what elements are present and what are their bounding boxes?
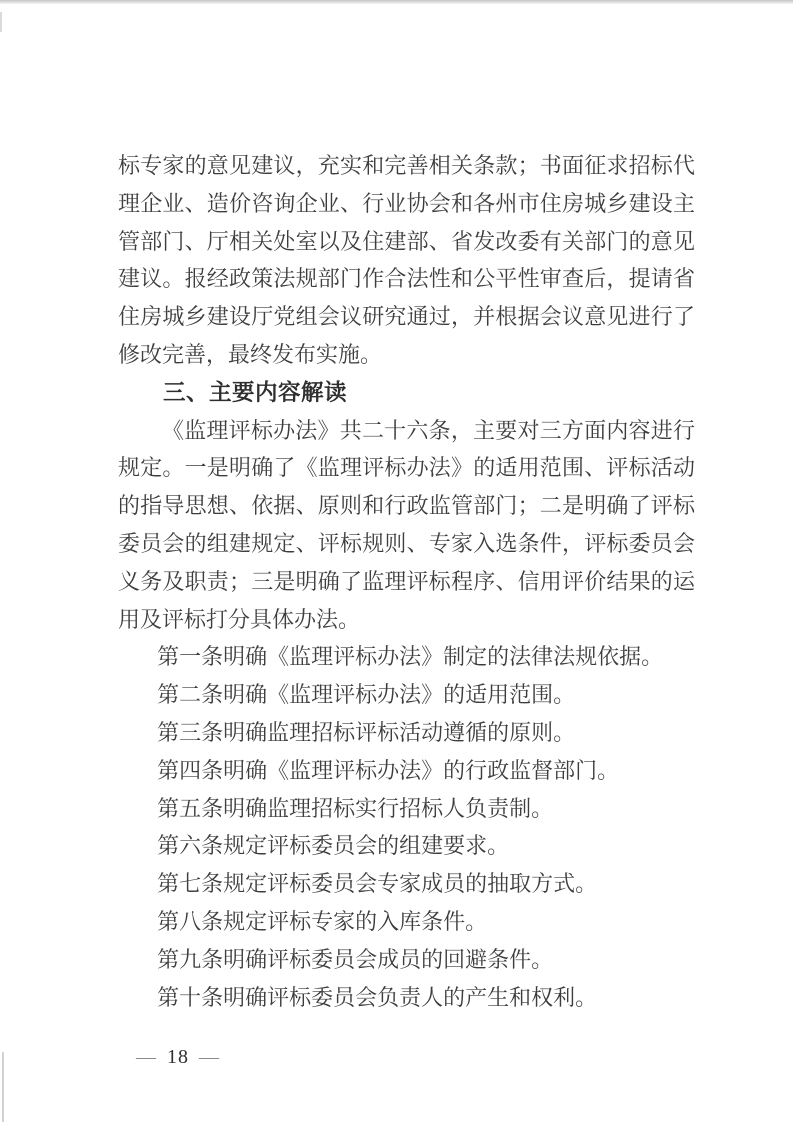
scan-edge-top bbox=[0, 0, 793, 4]
article-item-4: 第四条明确《监理评标办法》的行政监督部门。 bbox=[157, 757, 620, 783]
page-number-dash-right: — bbox=[199, 1046, 220, 1068]
article-item-2: 第二条明确《监理评标办法》的适用范围。 bbox=[157, 682, 576, 708]
page-number-dash-left: — bbox=[136, 1046, 157, 1068]
article-item-7: 第七条规定评标委员会专家成员的抽取方式。 bbox=[157, 871, 598, 897]
page-number-value: 18 bbox=[167, 1046, 189, 1068]
scan-edge-left-tick bbox=[0, 12, 2, 32]
page-number bbox=[136, 1044, 220, 1070]
overview-paragraph: 《监理评标办法》共二十六条，主要对三方面内容进行规定。一是明确了《监理评标办法》的适用范围、评标活动的指导思想、依据、原则和行政监管部门；二是明确了评标委员会的组建规定、评标规则、专家入选条件，评标委员会义务及职责；三是明确了监理评标程序、信用评价结果的运用及评标打分具体办法。 bbox=[118, 417, 695, 632]
continuation-paragraph: 标专家的意见建议，充实和完善相关条款；书面征求招标代理企业、造价咨询企业、行业协会和各州市住房城乡建设主管部门、厅相关处室以及住建部、省发改委有关部门的意见建议。报经政策法规部门作合法性和公平性审查后，提请省住房城乡建设厅党组会议研究通过，并根据会议意见进行了修改完善，最终发布实施。 bbox=[118, 153, 695, 367]
document-body bbox=[118, 147, 695, 1016]
article-item-9: 第九条明确评标委员会成员的回避条件。 bbox=[157, 946, 554, 972]
article-item-8: 第八条规定评标专家的入库条件。 bbox=[157, 908, 488, 934]
article-item-3: 第三条明确监理招标评标活动遵循的原则。 bbox=[157, 719, 576, 745]
scan-edge-left-line bbox=[2, 1052, 4, 1122]
article-item-10: 第十条明确评标委员会负责人的产生和权利。 bbox=[157, 984, 598, 1010]
article-item-5: 第五条明确监理招标实行招标人负责制。 bbox=[157, 795, 554, 821]
section-heading: 三、主要内容解读 bbox=[163, 379, 348, 405]
article-item-6: 第六条规定评标委员会的组建要求。 bbox=[157, 833, 510, 859]
article-item-1: 第一条明确《监理评标办法》制定的法律法规依据。 bbox=[157, 644, 664, 670]
